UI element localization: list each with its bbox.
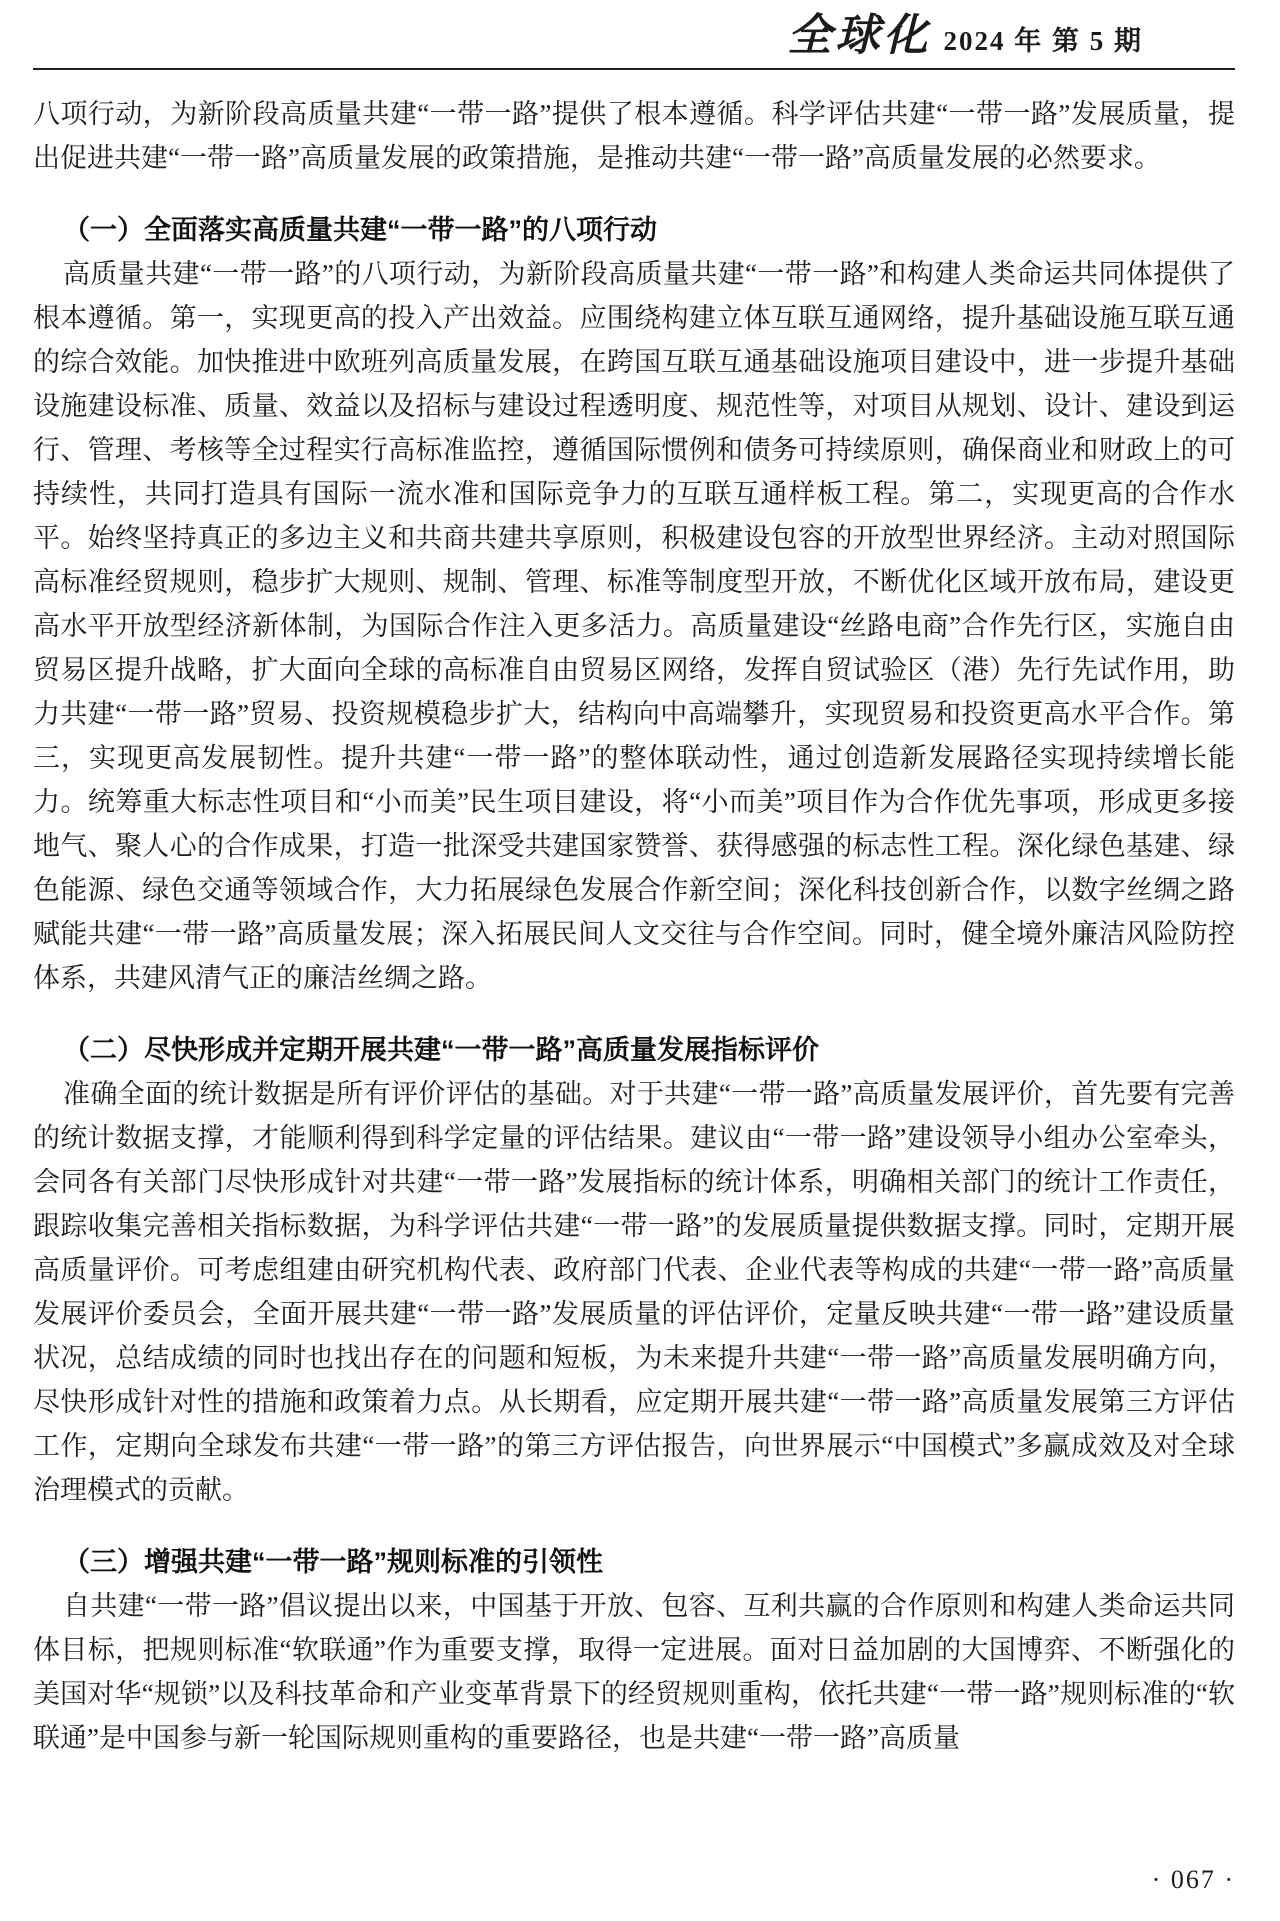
section-2-heading: （二）尽快形成并定期开展共建“一带一路”高质量发展指标评价 [63,1035,819,1065]
section-2-paragraph: 准确全面的统计数据是所有评价评估的基础。对于共建“一带一路”高质量发展评价，首先要有完善的统计数据支撑，才能顺利得到科学定量的评估结果。建议由“一带一路”建设领导小组办公室牵头，会同各有关部门尽快形成针对共建“一带一路”发展指标的统计体系，明确相关部门的统计工作责任，跟踪收集完善相关指标数据，为科学评估共建“一带一路”的发展质量提供数据支撑。同时，定期开展高质量评价。可考虑组建由研究机构代表、政府部门代表、企业代表等构成的共建“一带一路”高质量发展评价委员会，全面开展共建“一带一路”发展质量的评估评价，定量反映共建“一带一路”建设质量状况，总结成绩的同时也找出存在的问题和短板，为未来提升共建“一带一路”高质量发展明确方向，尽快形成针对性的措施和政策着力点。从长期看，应定期开展共建“一带一路”高质量发展第三方评估工作，定期向全球发布共建“一带一路”的第三方评估报告，向世界展示“中国模式”多赢成效及对全球治理模式的贡献。 [33,1079,1235,1505]
section-3-heading: （三）增强共建“一带一路”规则标准的引领性 [63,1547,603,1577]
section-1-heading: （一）全面落实高质量共建“一带一路”的八项行动 [63,215,657,245]
section-1-paragraph: 高质量共建“一带一路”的八项行动，为新阶段高质量共建“一带一路”和构建人类命运共同体提供了根本遵循。第一，实现更高的投入产出效益。应围绕构建立体互联互通网络，提升基础设施互联互通的综合效能。加快推进中欧班列高质量发展，在跨国互联互通基础设施项目建设中，进一步提升基础设施建设标准、质量、效益以及招标与建设过程透明度、规范性等，对项目从规划、设计、建设到运行、管理、考核等全过程实行高标准监控，遵循国际惯例和债务可持续原则，确保商业和财政上的可持续性，共同打造具有国际一流水准和国际竞争力的互联互通样板工程。第二，实现更高的合作水平。始终坚持真正的多边主义和共商共建共享原则，积极建设包容的开放型世界经济。主动对照国际高标准经贸规则，稳步扩大规则、规制、管理、标准等制度型开放，不断优化区域开放布局，建设更高水平开放型经济新体制，为国际合作注入更多活力。高质量建设“丝路电商”合作先行区，实施自由贸易区提升战略，扩大面向全球的高标准自由贸易区网络，发挥自贸试验区（港）先行先试作用，助力共建“一带一路”贸易、投资规模稳步扩大，结构向中高端攀升，实现贸易和投资更高水平合作。第三，实现更高发展韧性。提升共建“一带一路”的整体联动性，通过创造新发展路径实现持续增长能力。统筹重大标志性项目和“小而美”民生项目建设，将“小而美”项目作为合作优先事项，形成更多接地气、聚人心的合作成果，打造一批深受共建国家赞誉、获得感强的标志性工程。深化绿色基建、绿色能源、绿色交通等领域合作，大力拓展绿色发展合作新空间；深化科技创新合作，以数字丝绸之路赋能共建“一带一路”高质量发展；深入拓展民间人文交往与合作空间。同时，健全境外廉洁风险防控体系，共建风清气正的廉洁丝绸之路。 [33,259,1235,993]
running-head [33,12,1235,60]
article-body [33,70,1235,1760]
section-3-paragraph: 自共建“一带一路”倡议提出以来，中国基于开放、包容、互利共赢的合作原则和构建人类命运共同体目标，把规则标准“软联通”作为重要支撑，取得一定进展。面对日益加剧的大国博弈、不断强化的美国对华“规锁”以及科技革命和产业变革背景下的经贸规则重构，依托共建“一带一路”规则标准的“软联通”是中国参与新一轮国际规则重构的重要路径，也是共建“一带一路”高质量 [33,1591,1235,1753]
running-head-inner [788,12,1144,60]
page-number: · 067 · [1151,1865,1235,1894]
journal-title: 全球化 [787,11,932,60]
issue-info: 2024 年 第 5 期 [943,26,1143,56]
intro-paragraph: 八项行动，为新阶段高质量共建“一带一路”提供了根本遵循。科学评估共建“一带一路”发展质量，提出促进共建“一带一路”高质量发展的政策措施，是推动共建“一带一路”高质量发展的必然要求。 [33,99,1235,173]
